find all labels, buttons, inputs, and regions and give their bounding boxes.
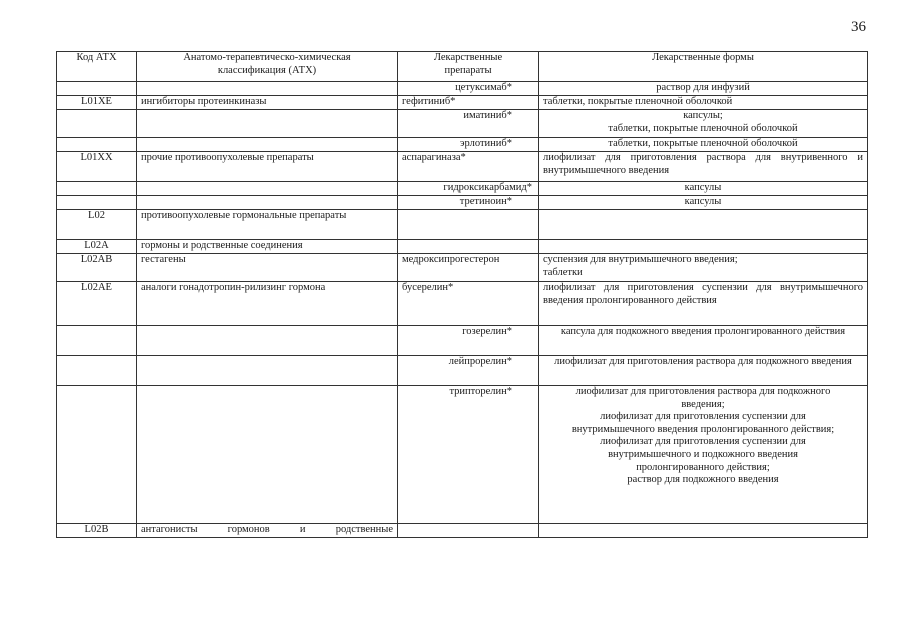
dosage-form-cell bbox=[539, 326, 868, 356]
dosage-form-line: таблетки, покрытые пленочной оболочкой bbox=[543, 96, 733, 107]
dosage-form-cell bbox=[539, 254, 868, 282]
atc-name-cell: антагонисты гормонов и родственные bbox=[137, 524, 398, 538]
dosage-form-cell bbox=[539, 240, 868, 254]
page-number: 36 bbox=[851, 19, 866, 35]
atc-code-cell bbox=[57, 356, 137, 386]
drug-name-cell: иматиниб* bbox=[398, 110, 539, 138]
drug-name-cell: гидроксикарбамид* bbox=[398, 182, 539, 196]
atc-code-cell: L01XE bbox=[57, 96, 137, 110]
atc-name-cell bbox=[137, 110, 398, 138]
dosage-form-cell bbox=[539, 210, 868, 240]
dosage-form-line: раствор для подкожного введения bbox=[627, 474, 779, 486]
dosage-form-line: таблетки bbox=[543, 266, 583, 278]
atc-name-cell bbox=[137, 196, 398, 210]
atc-code-cell bbox=[57, 326, 137, 356]
dosage-form-line: лиофилизат для приготовления суспензии для внутримышечного введения пролонгированного действия bbox=[543, 282, 863, 306]
dosage-form-line: лиофилизат для приготовления суспензии для внутримышечного введения пролонгированного действия; bbox=[571, 411, 835, 435]
atc-code-cell bbox=[57, 196, 137, 210]
atc-name-cell bbox=[137, 326, 398, 356]
table-row bbox=[57, 82, 868, 96]
dosage-form-cell bbox=[539, 96, 868, 110]
table-row bbox=[57, 196, 868, 210]
dosage-form-cell bbox=[539, 356, 868, 386]
dosage-form-cell bbox=[539, 524, 868, 538]
table-row bbox=[57, 326, 868, 356]
table-row bbox=[57, 110, 868, 138]
table-row bbox=[57, 356, 868, 386]
drug-name-cell: бусерелин* bbox=[398, 282, 539, 326]
dosage-form-cell bbox=[539, 282, 868, 326]
dosage-form-cell bbox=[539, 182, 868, 196]
table-row bbox=[57, 282, 868, 326]
atc-code-cell: L02AE bbox=[57, 282, 137, 326]
atc-name-cell: аналоги гонадотропин-рилизинг гормона bbox=[137, 282, 398, 326]
drug-name-cell: эрлотиниб* bbox=[398, 138, 539, 152]
drug-name-cell: медроксипрогестерон bbox=[398, 254, 539, 282]
drug-name-cell: цетуксимаб* bbox=[398, 82, 539, 96]
dosage-form-line: раствор для инфузий bbox=[656, 82, 750, 93]
dosage-form-line: таблетки, покрытые пленочной оболочкой bbox=[608, 122, 798, 134]
drug-name-cell: аспарагиназа* bbox=[398, 152, 539, 182]
atc-name-cell bbox=[137, 182, 398, 196]
header-forms: Лекарственные формы bbox=[539, 52, 868, 82]
table-row bbox=[57, 524, 868, 538]
dosage-form-cell bbox=[539, 386, 868, 524]
table-row bbox=[57, 386, 868, 524]
dosage-form-cell bbox=[539, 152, 868, 182]
table-row bbox=[57, 138, 868, 152]
dosage-form-line: капсулы; bbox=[683, 110, 723, 121]
table-header-row bbox=[57, 52, 868, 82]
dosage-form-cell bbox=[539, 196, 868, 210]
atc-name-cell bbox=[137, 138, 398, 152]
atc-code-cell: L02B bbox=[57, 524, 137, 538]
atc-name-cell: гестагены bbox=[137, 254, 398, 282]
atc-code-cell bbox=[57, 110, 137, 138]
dosage-form-line: капсулы bbox=[684, 196, 722, 207]
atc-code-cell: L01XX bbox=[57, 152, 137, 182]
atc-code-cell: L02 bbox=[57, 210, 137, 240]
atc-code-cell: L02AB bbox=[57, 254, 137, 282]
table-row bbox=[57, 240, 868, 254]
atc-code-cell bbox=[57, 82, 137, 96]
atc-name-cell bbox=[137, 356, 398, 386]
drug-name-cell: лейпрорелин* bbox=[398, 356, 539, 386]
atc-name-cell: гормоны и родственные соединения bbox=[137, 240, 398, 254]
table-row bbox=[57, 152, 868, 182]
atc-code-cell: L02A bbox=[57, 240, 137, 254]
table-row bbox=[57, 96, 868, 110]
drug-name-cell: гефитиниб* bbox=[398, 96, 539, 110]
atc-name-cell bbox=[137, 82, 398, 96]
drug-name-cell bbox=[398, 240, 539, 254]
atc-name-cell: прочие противоопухолевые препараты bbox=[137, 152, 398, 182]
table-row bbox=[57, 254, 868, 282]
drug-name-cell bbox=[398, 210, 539, 240]
dosage-form-line: лиофилизат для приготовления раствора для внутривенного и внутримышечного введения bbox=[543, 152, 863, 176]
dosage-form-line: суспензия для внутримышечного введения; bbox=[543, 254, 738, 265]
atc-code-cell bbox=[57, 386, 137, 524]
atc-table bbox=[56, 51, 868, 538]
header-classification: Анатомо-терапевтическо-химическая классификация (АТХ) bbox=[137, 52, 398, 82]
dosage-form-cell bbox=[539, 110, 868, 138]
atc-name-cell: противоопухолевые гормональные препараты bbox=[137, 210, 398, 240]
drug-name-cell: трипторелин* bbox=[398, 386, 539, 524]
dosage-form-line: капсула для подкожного введения пролонгированного действия bbox=[560, 326, 846, 337]
drug-name-cell bbox=[398, 524, 539, 538]
header-code: Код АТХ bbox=[57, 52, 137, 82]
drug-name-cell: гозерелин* bbox=[398, 326, 539, 356]
dosage-form-line: лиофилизат для приготовления раствора для подкожного введения; bbox=[575, 386, 831, 410]
dosage-form-line: лиофилизат для приготовления раствора для подкожного введения bbox=[554, 356, 852, 367]
header-drugs: Лекарственные препараты bbox=[398, 52, 539, 82]
atc-code-cell bbox=[57, 138, 137, 152]
atc-name-cell: ингибиторы протеинкиназы bbox=[137, 96, 398, 110]
dosage-form-cell bbox=[539, 82, 868, 96]
atc-name-cell bbox=[137, 386, 398, 524]
table-row bbox=[57, 182, 868, 196]
table-row bbox=[57, 210, 868, 240]
dosage-form-cell bbox=[539, 138, 868, 152]
dosage-form-line: таблетки, покрытые пленочной оболочкой bbox=[608, 138, 798, 149]
drug-name-cell: третиноин* bbox=[398, 196, 539, 210]
atc-code-cell bbox=[57, 182, 137, 196]
dosage-form-line: лиофилизат для приготовления суспензии для внутримышечного и подкожного введения пролонгированного действия; bbox=[600, 436, 806, 473]
dosage-form-line: капсулы bbox=[684, 182, 722, 193]
